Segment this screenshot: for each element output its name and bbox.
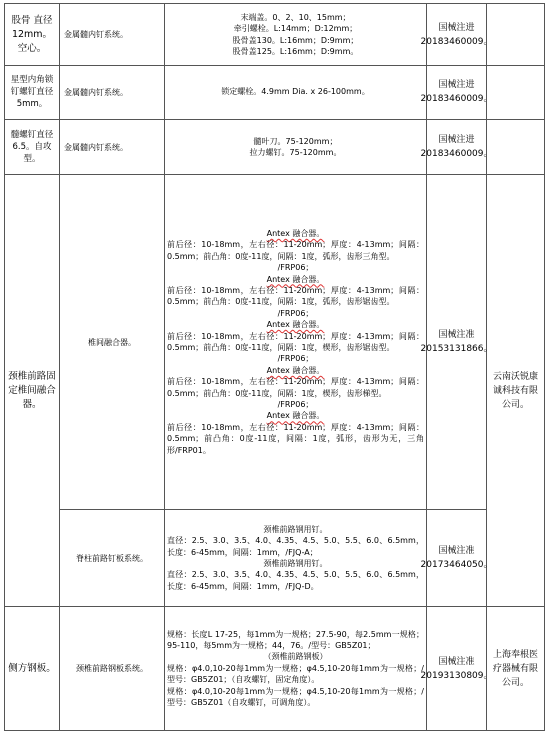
table-row — [4, 607, 545, 731]
category-cell: 侧方钢板。 — [4, 607, 59, 730]
manufacturer-cell — [486, 65, 545, 119]
registration-cell: 国械注准 20153131866。 — [426, 175, 486, 509]
manufacturer-cell: 上海奉根医疗器械有限公司。 — [486, 607, 545, 730]
table-row — [4, 120, 545, 175]
registration-cell: 国械注准 20193130809。 — [426, 607, 486, 730]
product-name-cell: 金属髓内钉系统。 — [59, 120, 164, 174]
registration-cell: 国械注进 20183460009。 — [426, 65, 486, 119]
category-cell: 星型内角锁钉螺钉直径5mm。 — [4, 65, 59, 119]
spec-title: Antex 融合器。 — [266, 320, 325, 330]
product-name-cell: 金属髓内钉系统。 — [59, 4, 164, 65]
manufacturer-cell: 云南沃锐康诚科技有限公司。 — [486, 175, 545, 606]
spec-cell: 锁定螺栓。4.9mm Dia. x 26-100mm。 — [164, 65, 426, 119]
product-name-cell: 脊柱前路钉板系统。 — [59, 510, 164, 606]
table-row — [59, 175, 493, 510]
product-name-cell: 金属髓内钉系统。 — [59, 65, 164, 119]
spec-title: Antex 融合器。 — [266, 411, 325, 421]
registration-cell: 国械注进 20183460009。 — [426, 4, 486, 65]
registration-cell: 国械注准 20173464050。 — [426, 510, 486, 606]
spec-cell: Antex 融合器。 前后径：10-18mm，左右径：11-20mm；厚度：4-13mm；间隔：0.5mm；前凸角：0度-11度，间隔：1度，弧形，齿形三角型。 /FRP06； Antex 融合器。 前后径：10-18mm，左右径：11-20mm；厚度：4-13mm；间隔：0.5mm；前凸角：0度-11度，间隔：1度，弧形，齿形锯齿型。 /FRP06； Antex 融合器。 前后径：10-18mm，左右径：11-20mm；厚度：4-13mm；间隔：0.5mm；前凸角：0度-11度，间隔：1度，楔形，齿形锯齿型。 /FRP06； Antex 融合器。 前后径：10-18mm，左右径：11-20mm；厚度：4-13mm；间隔：0.5mm；前凸角：0度-11度，间隔：1度，楔形，齿形梯型。 /FRP06； Antex 融合器。 前后径：10-18mm，左右径：11-20mm；厚度：4-13mm；间隔：0.5mm；前凸角：0度-11度，间隔：1度，弧形，齿形为无，三角形/FRP01。 — [164, 175, 426, 509]
spec-cell: 颈椎前路钢用钉。 直径：2.5、3.0、3.5、4.0、4.35、4.5、5.0、5.5、6.0、6.5mm，长度：6-45mm，间隔：1mm，/FJQ-A； 颈椎前路钢用钉。 直径：2.5、3.0、3.5、4.0、4.35、4.5、5.0、5.5、6.0、6.5mm，长度：6-45mm，间隔：1mm，/FJQ-D。 — [164, 510, 426, 606]
spec-cell: 髓叶刀。75-120mm； 拉力螺钉。75-120mm。 — [164, 120, 426, 174]
table-row — [59, 510, 493, 606]
category-cell: 颈椎前路固定椎间融合器。 — [4, 175, 59, 606]
spec-cell: 规格：长度L 17-25，每1mm为一规格；27.5-90，每2.5mm一规格；95-110，每5mm为一规格；44，76。/型号：GB5Z01； （颈椎前路钢板） 规格：φ4.0,10-20每1mm为一规格；φ4.5,10-20每1mm为一规格；/型号：GB5Z01；（自攻螺钉，固定角度）。 规格：φ4.0,10-20每1mm为一规格；φ4.5,10-20每1mm为一规格；/型号：GB5Z01（自攻螺钉，可调角度）。 — [164, 607, 426, 730]
product-name-cell: 椎间融合器。 — [59, 175, 164, 509]
spec-title: Antex 融合器。 — [266, 365, 325, 375]
product-name-cell: 颈椎前路钢板系统。 — [59, 607, 164, 730]
manufacturer-cell — [486, 4, 545, 65]
category-cell: 股骨 直径12mm。空心。 — [4, 4, 59, 65]
spec-cell: 末端盖。0、2、10、15mm； 牵引螺栓。L:14mm；D:12mm； 股骨盖130。L:16mm；D:9mm； 股骨盖125。L:16mm；D:9mm。 — [164, 4, 426, 65]
manufacturer-cell — [486, 120, 545, 174]
spec-title: Antex 融合器。 — [266, 228, 325, 238]
table-row — [4, 3, 545, 66]
registration-cell: 国械注进 20183460009。 — [426, 120, 486, 174]
category-cell: 髓螺钉直径6.5。自攻型。 — [4, 120, 59, 174]
spec-title: Antex 融合器。 — [266, 274, 325, 284]
table-row — [4, 65, 545, 120]
